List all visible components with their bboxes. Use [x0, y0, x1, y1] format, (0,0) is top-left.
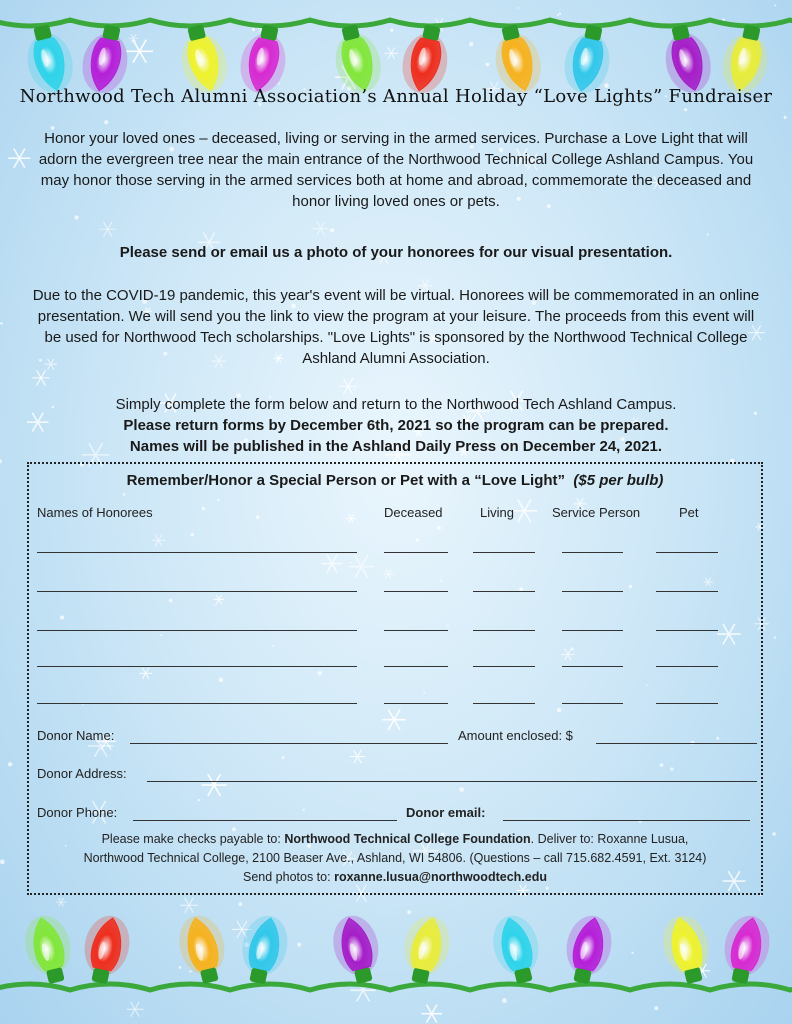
donor-name-field[interactable] [130, 743, 448, 744]
photo-request: Please send or email us a photo of your honorees for our visual presentation. [119, 244, 673, 261]
snowflake-icon [313, 222, 329, 236]
honoree-living-field[interactable] [473, 591, 535, 592]
publish-text: Names will be published in the Ashland Daily Press on December 24, 2021. [129, 438, 663, 455]
christmas-light-icon [236, 912, 293, 987]
snowflake-icon [339, 378, 358, 394]
honoree-service-person-field[interactable] [562, 630, 623, 631]
honoree-living-field[interactable] [473, 552, 535, 553]
christmas-light-icon [657, 912, 716, 987]
photos-prefix: Send photos to: [243, 870, 331, 884]
christmas-lights-top [0, 0, 792, 100]
honoree-name-field[interactable] [37, 630, 357, 631]
covid-paragraph: Due to the COVID-19 pandemic, this year's event will be virtual. Honorees will be commemorated in an online presentation. We will send you the link to view the program at your leisure. The proceeds from this event will be used for Northwood Tech scholarships. "Love Lights" is sponsored by the Northwood Technical College Ashland Alumni Association. [32, 287, 760, 367]
christmas-light-icon [78, 912, 135, 987]
snow-dot [707, 233, 709, 235]
amount-label: Amount enclosed: $ [458, 728, 573, 743]
col-header-names: Names of Honorees [37, 505, 153, 520]
donor-email-field[interactable] [503, 820, 750, 821]
christmas-lights-bottom [0, 912, 792, 1012]
snow-dot [104, 120, 108, 124]
col-header-living: Living [480, 505, 514, 520]
snow-dot [0, 459, 2, 463]
donor-phone-label: Donor Phone: [37, 805, 118, 820]
snow-dot [330, 228, 334, 232]
christmas-light-icon [327, 912, 386, 987]
christmas-light-icon [718, 912, 775, 987]
christmas-light-icon [173, 912, 232, 987]
donor-email-label: Donor email: [406, 805, 486, 820]
honoree-name-field[interactable] [37, 703, 357, 704]
honoree-pet-field[interactable] [656, 552, 718, 553]
snow-dot [0, 322, 3, 325]
honoree-deceased-field[interactable] [384, 591, 448, 592]
christmas-light-icon [487, 912, 546, 987]
christmas-light-icon [560, 912, 617, 987]
donor-address-field[interactable] [147, 781, 757, 782]
donor-name-label: Donor Name: [37, 728, 115, 743]
contact-email[interactable]: roxanne.lusua@northwoodtech.edu [334, 870, 547, 884]
donor-address-label: Donor Address: [37, 766, 127, 781]
honoree-deceased-field[interactable] [384, 703, 448, 704]
address-line: Northwood Technical College, 2100 Beaser Ave., Ashland, WI 54806. (Questions – call 715.682.4591, Ext. 3124) [83, 851, 707, 865]
honoree-deceased-field[interactable] [384, 552, 448, 553]
form-title [29, 472, 761, 489]
deliver-text: . Deliver to: Roxanne Lusua, [530, 832, 689, 846]
christmas-light-icon [398, 912, 455, 987]
price-text: ($5 per bulb) [573, 472, 664, 489]
honoree-service-person-field[interactable] [562, 552, 623, 553]
snow-dot [348, 386, 350, 388]
snow-dot [0, 859, 5, 864]
snow-dot [353, 388, 355, 390]
page-title: Northwood Tech Alumni Association’s Annual Holiday “Love Lights” Fundraiser [19, 86, 773, 107]
honoree-service-person-field[interactable] [562, 703, 623, 704]
honoree-service-person-field[interactable] [562, 666, 623, 667]
deadline-text: Please return forms by December 6th, 2021 so the program can be prepared. [123, 417, 669, 434]
order-form [27, 462, 763, 895]
col-header-deceased: Deceased [384, 505, 443, 520]
snowflake-icon [99, 222, 116, 237]
snow-dot [784, 116, 787, 119]
col-header-service-person: Service Person [552, 505, 641, 520]
honoree-pet-field[interactable] [656, 703, 718, 704]
snowflake-icon [180, 898, 197, 913]
amount-field[interactable] [596, 743, 757, 744]
honoree-living-field[interactable] [473, 703, 535, 704]
honoree-service-person-field[interactable] [562, 591, 623, 592]
intro-paragraph: Honor your loved ones – deceased, living or serving in the armed services. Purchase a Love Light that will adorn the evergreen tree near the main entrance of the Northwood Technical College Ashland Campus. You may honor those serving in the armed services both at home and abroad, commemorate the deceased and honor living loved ones or pets. [38, 130, 754, 210]
form-title-text: Remember/Honor a Special Person or Pet with a “Love Light” [126, 472, 566, 489]
snowflake-icon [56, 898, 66, 906]
honoree-pet-field[interactable] [656, 666, 718, 667]
honoree-deceased-field[interactable] [384, 666, 448, 667]
christmas-light-icon [19, 912, 78, 987]
honoree-deceased-field[interactable] [384, 630, 448, 631]
snow-dot [74, 215, 78, 219]
snow-dot [772, 832, 776, 836]
payment-note [29, 830, 761, 887]
honoree-living-field[interactable] [473, 630, 535, 631]
snow-dot [684, 108, 687, 111]
snow-dot [239, 902, 243, 906]
honoree-pet-field[interactable] [656, 591, 718, 592]
honoree-pet-field[interactable] [656, 630, 718, 631]
checks-prefix: Please make checks payable to: [101, 832, 281, 846]
donor-phone-field[interactable] [133, 820, 397, 821]
honoree-living-field[interactable] [473, 666, 535, 667]
honoree-name-field[interactable] [37, 591, 357, 592]
instructions-text: Simply complete the form below and return to the Northwood Tech Ashland Campus. [115, 396, 677, 413]
snow-dot [8, 762, 12, 766]
honoree-name-field[interactable] [37, 552, 357, 553]
foundation-name: Northwood Technical College Foundation [284, 832, 531, 846]
snow-dot [774, 636, 776, 638]
honoree-name-field[interactable] [37, 666, 357, 667]
snowflake-icon [32, 370, 49, 385]
col-header-pet: Pet [679, 505, 699, 520]
instructions-block [28, 394, 764, 457]
